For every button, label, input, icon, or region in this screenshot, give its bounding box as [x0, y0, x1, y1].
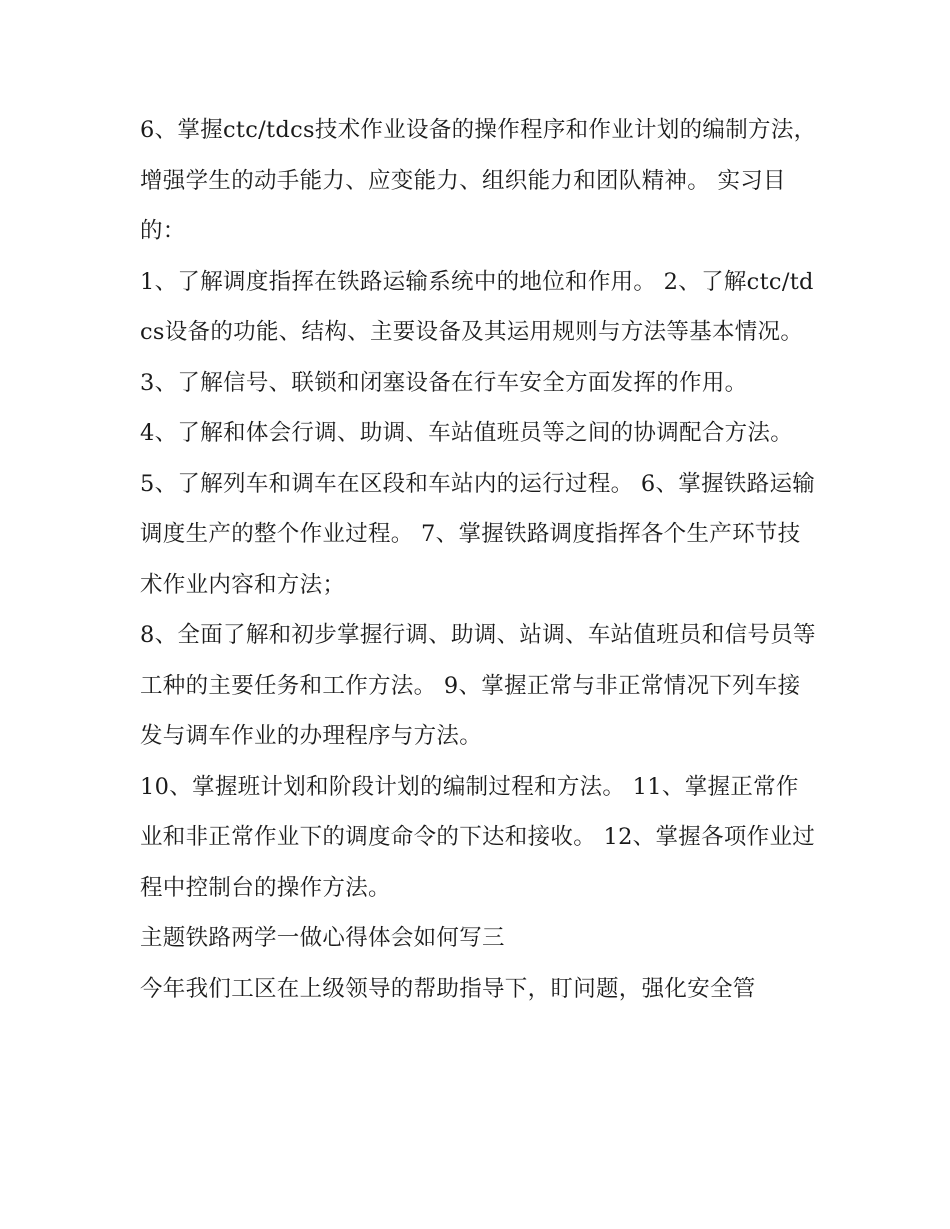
- paragraph-goal-8-9: 8、全面了解和初步掌握行调、助调、站调、车站值班员和信号员等工种的主要任务和工作方法。 9、掌握正常与非正常情况下列车接发与调车作业的办理程序与方法。: [140, 622, 816, 749]
- paragraph-objective-6: 6、掌握ctc/tdcs技术作业设备的操作程序和作业计划的编制方法，增强学生的动手能力、应变能力、组织能力和团队精神。 实习目的：: [140, 117, 817, 244]
- document-body: [140, 105, 820, 1014]
- paragraph-goal-1-2: 1、了解调度指挥在铁路运输系统中的地位和作用。 2、了解ctc/tdcs设备的功能、结构、主要设备及其运用规则与方法等基本情况。: [140, 268, 814, 345]
- section-heading: 主题铁路两学一做心得体会如何写三: [140, 925, 505, 951]
- paragraph-goal-3: 3、了解信号、联锁和闭塞设备在行车安全方面发挥的作用。: [140, 369, 748, 396]
- paragraph-goal-10-12: 10、掌握班计划和阶段计划的编制过程和方法。 11、掌握正常作业和非正常作业下的调度命令的下达和接收。 12、掌握各项作业过程中控制台的操作方法。: [140, 773, 816, 901]
- paragraph-goal-5-7: 5、了解列车和调车在区段和车站内的运行过程。 6、掌握铁路运输调度生产的整个作业过程。 7、掌握铁路调度指挥各个生产环节技术作业内容和方法；: [140, 470, 816, 598]
- paragraph-intro: 今年我们工区在上级领导的帮助指导下，盯问题，强化安全管: [140, 975, 756, 1002]
- paragraph-goal-4: 4、了解和体会行调、助调、车站值班员等之间的协调配合方法。: [140, 420, 794, 446]
